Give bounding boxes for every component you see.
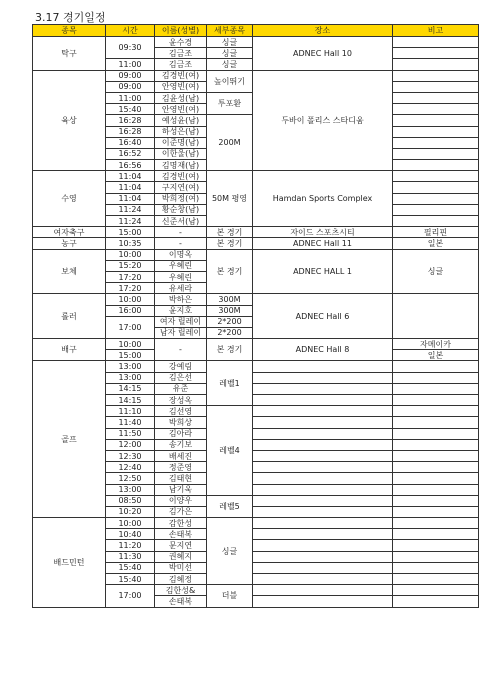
time-cell: 17:20 <box>106 271 155 282</box>
note-cell <box>393 439 479 450</box>
note-cell <box>393 540 479 551</box>
name-cell: 손태복 <box>155 529 207 540</box>
name-cell: 장성옥 <box>155 395 207 406</box>
venue-cell: ADNEC Hall 10 <box>253 37 393 71</box>
name-cell: 송기보 <box>155 439 207 450</box>
table-row <box>33 518 479 529</box>
event-cell: 본 경기 <box>207 339 253 361</box>
event-cell: 300M <box>207 294 253 305</box>
name-cell: 김아라 <box>155 428 207 439</box>
note-cell: 일본 <box>393 350 479 361</box>
event-cell: 싱글 <box>207 37 253 48</box>
note-cell <box>393 551 479 562</box>
table-row <box>33 249 479 260</box>
time-cell: 12:50 <box>106 473 155 484</box>
note-cell <box>393 294 479 339</box>
name-cell: 신준서(남) <box>155 216 207 227</box>
name-cell: 문지연 <box>155 540 207 551</box>
note-cell <box>393 372 479 383</box>
venue-cell: 자이드 스포츠시티 <box>253 227 393 238</box>
name-cell: 이양우 <box>155 495 207 506</box>
name-cell: 이명옥 <box>155 249 207 260</box>
name-cell: 김금조 <box>155 48 207 59</box>
time-cell: 11:04 <box>106 182 155 193</box>
name-cell: 박희상 <box>155 417 207 428</box>
time-cell: 17:00 <box>106 585 155 607</box>
name-cell: 김경빈(여) <box>155 171 207 182</box>
time-cell: 11:00 <box>106 59 155 70</box>
event-cell: 투포환 <box>207 92 253 114</box>
note-cell <box>393 193 479 204</box>
venue-cell <box>253 529 393 540</box>
sport-cell: 배구 <box>33 339 106 361</box>
table-row <box>33 238 479 249</box>
sport-cell: 골프 <box>33 361 106 518</box>
note-cell: 일본 <box>393 238 479 249</box>
venue-cell: 두바이 폴리스 스타디움 <box>253 70 393 171</box>
note-cell <box>393 506 479 517</box>
venue-cell: ADNEC Hall 8 <box>253 339 393 361</box>
table-row <box>33 70 479 81</box>
note-cell <box>393 450 479 461</box>
note-cell <box>393 216 479 227</box>
note-cell <box>393 462 479 473</box>
time-cell: 15:40 <box>106 104 155 115</box>
name-cell: - <box>155 238 207 249</box>
name-cell: 남자 릴레이 <box>155 327 207 338</box>
time-cell: 09:00 <box>106 70 155 81</box>
name-cell: 윤지호 <box>155 305 207 316</box>
time-cell: 15:40 <box>106 574 155 585</box>
sport-cell: 보체 <box>33 249 106 294</box>
name-cell: 김태현 <box>155 473 207 484</box>
note-cell <box>393 574 479 585</box>
event-cell: 레벨1 <box>207 361 253 406</box>
table-row <box>33 171 479 182</box>
time-cell: 13:00 <box>106 361 155 372</box>
time-cell: 15:00 <box>106 227 155 238</box>
time-cell: 16:28 <box>106 126 155 137</box>
event-cell: 싱글 <box>207 59 253 70</box>
venue-cell <box>253 518 393 529</box>
column-header: 장소 <box>253 25 393 37</box>
venue-cell <box>253 540 393 551</box>
name-cell: 우혜린 <box>155 271 207 282</box>
event-cell: 싱글 <box>207 518 253 585</box>
note-cell <box>393 204 479 215</box>
sport-cell: 롤러 <box>33 294 106 339</box>
time-cell: 11:40 <box>106 417 155 428</box>
time-cell: 13:00 <box>106 372 155 383</box>
venue-cell <box>253 361 393 372</box>
note-cell <box>393 115 479 126</box>
name-cell: 김혜정 <box>155 574 207 585</box>
name-cell: 김가은 <box>155 506 207 517</box>
time-cell: 17:20 <box>106 283 155 294</box>
name-cell: 감한성 <box>155 518 207 529</box>
schedule-table <box>32 24 479 608</box>
name-cell: 윤수경 <box>155 37 207 48</box>
note-cell <box>393 484 479 495</box>
time-cell: 14:15 <box>106 383 155 394</box>
time-cell: 16:00 <box>106 305 155 316</box>
time-cell: 15:00 <box>106 350 155 361</box>
venue-cell <box>253 372 393 383</box>
note-cell <box>393 406 479 417</box>
note-cell <box>393 395 479 406</box>
note-cell <box>393 473 479 484</box>
name-cell: 우혜린 <box>155 260 207 271</box>
venue-cell <box>253 395 393 406</box>
name-cell: 박하은 <box>155 294 207 305</box>
time-cell: 09:00 <box>106 81 155 92</box>
table-row <box>33 361 479 372</box>
name-cell: 배세진 <box>155 450 207 461</box>
note-cell: 자메이카 <box>393 339 479 350</box>
venue-cell <box>253 551 393 562</box>
venue-cell <box>253 596 393 607</box>
event-cell: 본 경기 <box>207 238 253 249</box>
note-cell <box>393 383 479 394</box>
note-cell <box>393 92 479 103</box>
name-cell: 하성은(남) <box>155 126 207 137</box>
note-cell <box>393 81 479 92</box>
note-cell <box>393 70 479 81</box>
sport-cell: 육상 <box>33 70 106 171</box>
venue-cell <box>253 506 393 517</box>
sport-cell: 여자축구 <box>33 227 106 238</box>
time-cell: 11:10 <box>106 406 155 417</box>
name-cell: 안영빈(여) <box>155 104 207 115</box>
event-cell: 2*200 <box>207 316 253 327</box>
sport-cell: 농구 <box>33 238 106 249</box>
name-cell: 안영빈(여) <box>155 81 207 92</box>
name-cell: 권혜지 <box>155 551 207 562</box>
name-cell: 김명재(남) <box>155 160 207 171</box>
event-cell: 싱글 <box>207 48 253 59</box>
note-cell <box>393 37 479 48</box>
note-cell <box>393 137 479 148</box>
time-cell: 11:00 <box>106 92 155 103</box>
sport-cell: 배드민턴 <box>33 518 106 608</box>
venue-cell <box>253 439 393 450</box>
venue-cell <box>253 417 393 428</box>
name-cell: 유세라 <box>155 283 207 294</box>
event-cell: 레벨4 <box>207 406 253 496</box>
name-cell: 김윤성(남) <box>155 92 207 103</box>
venue-cell <box>253 450 393 461</box>
time-cell: 11:04 <box>106 171 155 182</box>
event-cell: 본 경기 <box>207 249 253 294</box>
table-row <box>33 37 479 48</box>
event-cell: 50M 평영 <box>207 171 253 227</box>
time-cell: 13:00 <box>106 484 155 495</box>
time-cell: 11:24 <box>106 216 155 227</box>
table-row <box>33 294 479 305</box>
note-cell <box>393 59 479 70</box>
venue-cell: ADNEC Hall 11 <box>253 238 393 249</box>
venue-cell <box>253 495 393 506</box>
name-cell: 김은선 <box>155 372 207 383</box>
note-cell <box>393 495 479 506</box>
name-cell: 정준영 <box>155 462 207 473</box>
venue-cell <box>253 428 393 439</box>
time-cell: 12:40 <box>106 462 155 473</box>
time-cell: 12:30 <box>106 450 155 461</box>
event-cell: 200M <box>207 115 253 171</box>
event-cell: 2*200 <box>207 327 253 338</box>
time-cell: 10:35 <box>106 238 155 249</box>
event-cell: 300M <box>207 305 253 316</box>
time-cell: 11:50 <box>106 428 155 439</box>
note-cell: 싱글 <box>393 249 479 294</box>
venue-cell: Hamdan Sports Complex <box>253 171 393 227</box>
venue-cell <box>253 574 393 585</box>
time-cell: 08:50 <box>106 495 155 506</box>
name-cell: 이준명(남) <box>155 137 207 148</box>
note-cell <box>393 126 479 137</box>
time-cell: 16:56 <box>106 160 155 171</box>
venue-cell <box>253 406 393 417</box>
time-cell: 16:28 <box>106 115 155 126</box>
sport-cell: 수영 <box>33 171 106 227</box>
table-row <box>33 227 479 238</box>
name-cell: 이한울(남) <box>155 148 207 159</box>
note-cell <box>393 518 479 529</box>
name-cell: 박희정(여) <box>155 193 207 204</box>
header-row <box>33 25 479 37</box>
name-cell: 박미선 <box>155 562 207 573</box>
time-cell: 14:15 <box>106 395 155 406</box>
name-cell: 예성윤(남) <box>155 115 207 126</box>
name-cell: 유준 <box>155 383 207 394</box>
event-cell: 더블 <box>207 585 253 607</box>
time-cell: 11:24 <box>106 204 155 215</box>
column-header: 종목 <box>33 25 106 37</box>
note-cell <box>393 182 479 193</box>
venue-cell <box>253 562 393 573</box>
note-cell <box>393 428 479 439</box>
event-cell: 본 경기 <box>207 227 253 238</box>
time-cell: 09:30 <box>106 37 155 59</box>
time-cell: 15:20 <box>106 260 155 271</box>
name-cell: 구지연(여) <box>155 182 207 193</box>
time-cell: 16:40 <box>106 137 155 148</box>
section-heading: 3.17 경기일정 <box>35 11 106 24</box>
name-cell: 김선영 <box>155 406 207 417</box>
column-header: 시간 <box>106 25 155 37</box>
note-cell <box>393 48 479 59</box>
name-cell: 남기욱 <box>155 484 207 495</box>
note-cell <box>393 148 479 159</box>
time-cell: 15:40 <box>106 562 155 573</box>
time-cell: 10:20 <box>106 506 155 517</box>
time-cell: 11:20 <box>106 540 155 551</box>
note-cell <box>393 160 479 171</box>
time-cell: 16:52 <box>106 148 155 159</box>
note-cell <box>393 417 479 428</box>
column-header: 세부종목 <box>207 25 253 37</box>
name-cell: 김한성& <box>155 585 207 596</box>
venue-cell <box>253 473 393 484</box>
sport-cell: 탁구 <box>33 37 106 71</box>
time-cell: 10:00 <box>106 339 155 350</box>
note-cell <box>393 171 479 182</box>
note-cell <box>393 596 479 607</box>
time-cell: 10:00 <box>106 518 155 529</box>
venue-cell <box>253 585 393 596</box>
table-row <box>33 339 479 350</box>
venue-cell: ADNEC Hall 6 <box>253 294 393 339</box>
venue-cell <box>253 484 393 495</box>
name-cell: - <box>155 339 207 361</box>
name-cell: 여자 릴레이 <box>155 316 207 327</box>
name-cell: - <box>155 227 207 238</box>
name-cell: 손태복 <box>155 596 207 607</box>
name-cell: 강예림 <box>155 361 207 372</box>
time-cell: 17:00 <box>106 316 155 338</box>
note-cell <box>393 361 479 372</box>
note-cell <box>393 562 479 573</box>
name-cell: 김경빈(여) <box>155 70 207 81</box>
venue-cell <box>253 383 393 394</box>
note-cell: 필리핀 <box>393 227 479 238</box>
venue-cell <box>253 462 393 473</box>
time-cell: 12:00 <box>106 439 155 450</box>
name-cell: 황순창(남) <box>155 204 207 215</box>
event-cell: 레벨5 <box>207 495 253 517</box>
event-cell: 높이뛰기 <box>207 70 253 92</box>
time-cell: 11:30 <box>106 551 155 562</box>
time-cell: 11:04 <box>106 193 155 204</box>
name-cell: 김금조 <box>155 59 207 70</box>
time-cell: 10:00 <box>106 294 155 305</box>
time-cell: 10:40 <box>106 529 155 540</box>
column-header: 이름(성별) <box>155 25 207 37</box>
note-cell <box>393 585 479 596</box>
venue-cell: ADNEC HALL 1 <box>253 249 393 294</box>
note-cell <box>393 104 479 115</box>
time-cell: 10:00 <box>106 249 155 260</box>
note-cell <box>393 529 479 540</box>
column-header: 비고 <box>393 25 479 37</box>
